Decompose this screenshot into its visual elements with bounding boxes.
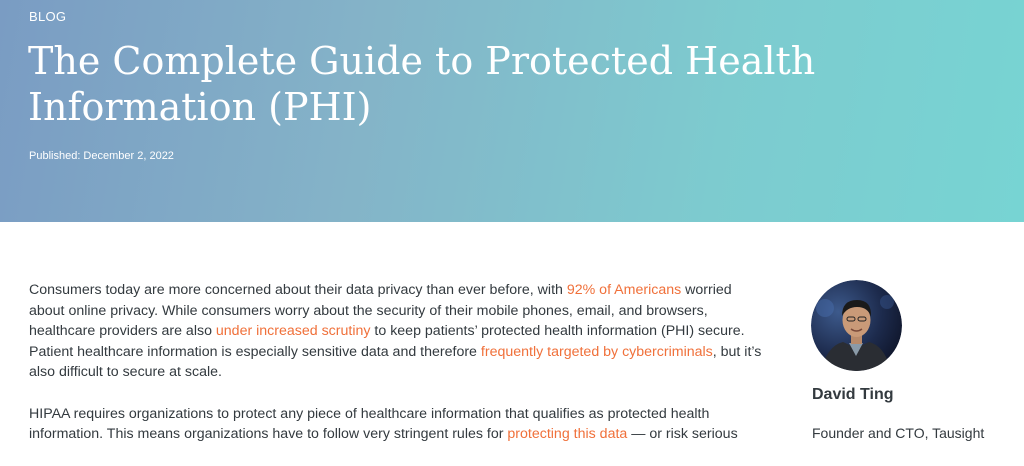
- paragraph-text: to keep patients’ protected health information (PHI) secure. Patient healthcare information is especially sensitive data and therefore: [29, 323, 745, 360]
- blog-hero-banner: [0, 0, 1024, 222]
- link-targeted-by-cybercriminals[interactable]: frequently targeted by cybercriminals: [480, 343, 713, 360]
- author-name[interactable]: David Ting: [812, 386, 894, 403]
- author-role: Founder and CTO, Tausight: [812, 425, 985, 441]
- author-card: [811, 280, 1011, 441]
- article-paragraph-2: [29, 404, 764, 445]
- paragraph-text: — or risk serious: [627, 426, 738, 442]
- link-under-increased-scrutiny[interactable]: under increased scrutiny: [215, 323, 371, 339]
- link-92-percent-americans[interactable]: 92% of Americans: [566, 282, 682, 298]
- paragraph-text: HIPAA requires organizations to protect any piece of healthcare information that qualifies as protected health information. This means organizations have to follow very stringent rules for: [29, 405, 710, 442]
- paragraph-text: , but it’s also difficult to secure at scale.: [29, 343, 762, 380]
- article-body: [29, 280, 764, 466]
- author-avatar[interactable]: [811, 280, 902, 371]
- paragraph-text: Consumers today are more concerned about their data privacy than ever before, with: [29, 282, 567, 298]
- page-title: The Complete Guide to Protected Health Information (PHI): [28, 39, 816, 129]
- paragraph-text: worried about online privacy. While consumers worry about the security of their mobile phones, email, and browsers, healthcare providers are also: [29, 282, 732, 339]
- published-date: Published: December 2, 2022: [29, 150, 174, 162]
- article-paragraph-1: [29, 280, 764, 383]
- blog-category-label[interactable]: BLOG: [29, 9, 67, 24]
- link-protecting-this-data[interactable]: protecting this data: [507, 426, 628, 442]
